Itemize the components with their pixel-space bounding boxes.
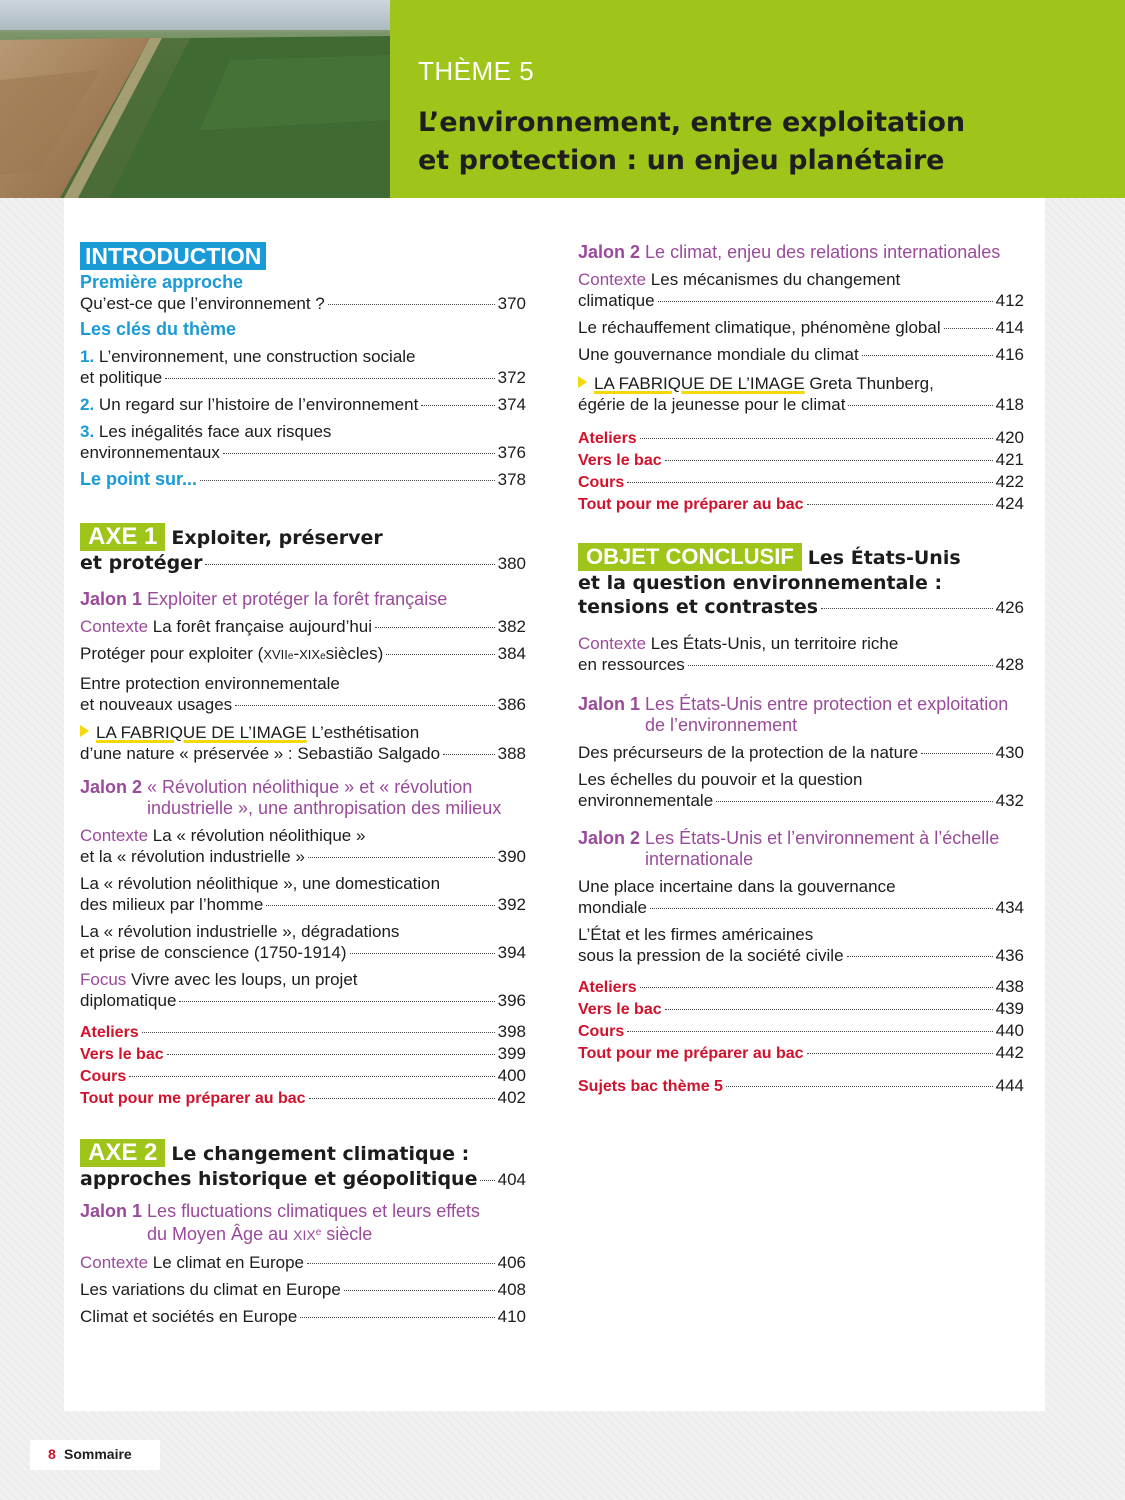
toc-entry[interactable]: Ateliers 420 bbox=[578, 428, 1024, 447]
page-number: 406 bbox=[497, 1253, 526, 1272]
toc-entry[interactable]: La « révolution industrielle », dégradations et prise de conscience (1750-1914) 394 bbox=[80, 922, 526, 962]
page-number: 399 bbox=[497, 1044, 526, 1063]
page-number: 421 bbox=[995, 450, 1024, 469]
jalon-heading[interactable]: Jalon 2 « Révolution néolithique » et « révolution industrielle », une anthropisation des milieux bbox=[80, 777, 502, 818]
toc-entry[interactable]: L’État et les firmes américaines sous la pression de la société civile 436 bbox=[578, 925, 1024, 965]
theme-header bbox=[0, 0, 1125, 198]
contexte-label: Contexte bbox=[80, 617, 149, 636]
contexte-label: Contexte bbox=[578, 634, 647, 653]
page-number: 420 bbox=[995, 428, 1024, 447]
page-number: 434 bbox=[995, 898, 1024, 917]
page-number: 414 bbox=[995, 318, 1024, 337]
introduction-section bbox=[80, 242, 526, 490]
toc-entry[interactable]: Focus Vivre avec les loups, un projet diplomatique 396 bbox=[80, 970, 526, 1010]
page-number: 424 bbox=[995, 494, 1024, 513]
theme-title bbox=[418, 104, 1108, 180]
footer-sommaire-label: Sommaire bbox=[64, 1446, 132, 1462]
cles-du-theme-heading: Les clés du thème bbox=[80, 319, 237, 339]
contents-column-left bbox=[80, 242, 526, 1327]
toc-entry[interactable]: La « révolution néolithique », une domestication des milieux par l’homme 392 bbox=[80, 874, 526, 914]
toc-entry[interactable]: Les variations du climat en Europe 408 bbox=[80, 1280, 526, 1299]
toc-entry[interactable]: Vers le bac 439 bbox=[578, 999, 1024, 1018]
contents-panel bbox=[64, 198, 1045, 1411]
toc-entry[interactable]: Cours 440 bbox=[578, 1021, 1024, 1040]
page-number: 416 bbox=[995, 345, 1024, 364]
page-number: 444 bbox=[995, 1076, 1024, 1095]
page-number: 372 bbox=[497, 368, 526, 387]
page-number: 422 bbox=[995, 472, 1024, 491]
toc-entry[interactable]: Les échelles du pouvoir et la question environnementale 432 bbox=[578, 770, 1024, 810]
toc-entry[interactable]: Tout pour me préparer au bac 442 bbox=[578, 1043, 1024, 1062]
theme-label: THÈME 5 bbox=[418, 56, 535, 86]
page-number: 404 bbox=[497, 1170, 526, 1189]
axe2-tag: AXE 2 bbox=[80, 1139, 165, 1167]
toc-entry[interactable]: Une gouvernance mondiale du climat 416 bbox=[578, 345, 1024, 364]
jalon-heading[interactable]: Jalon 2 Le climat, enjeu des relations internationales bbox=[578, 242, 1001, 262]
page-number: 388 bbox=[497, 744, 526, 763]
premiere-approche-heading: Première approche bbox=[80, 272, 244, 292]
page-number: 370 bbox=[497, 294, 526, 313]
toc-entry[interactable]: 1. L’environnement, une construction sociale et politique 372 bbox=[80, 347, 526, 387]
objet-conclusif-section bbox=[578, 543, 1024, 1097]
toc-entry[interactable]: Tout pour me préparer au bac 402 bbox=[80, 1088, 526, 1107]
toc-entry[interactable]: Qu’est-ce que l’environnement ? 370 bbox=[80, 294, 526, 313]
toc-entry[interactable]: Ateliers 438 bbox=[578, 977, 1024, 996]
toc-entry[interactable]: Contexte La « révolution néolithique » et la « révolution industrielle » 390 bbox=[80, 826, 526, 866]
toc-entry[interactable]: Contexte Le climat en Europe 406 bbox=[80, 1253, 526, 1272]
page-number: 378 bbox=[497, 470, 526, 489]
toc-entry[interactable]: Tout pour me préparer au bac 424 bbox=[578, 494, 1024, 513]
page-number: 400 bbox=[497, 1066, 526, 1085]
toc-entry[interactable]: Contexte La forêt française aujourd’hui 382 bbox=[80, 617, 526, 636]
play-arrow-icon bbox=[578, 376, 587, 388]
header-photo-forest-deforestation bbox=[0, 0, 390, 198]
axe2-heading[interactable]: AXE 2 Le changement climatique : approches historique et géopolitique 404 bbox=[80, 1139, 526, 1190]
page-number: 376 bbox=[497, 443, 526, 462]
forest-aerial-illustration bbox=[0, 0, 390, 198]
play-arrow-icon bbox=[80, 725, 89, 737]
page-number: 392 bbox=[497, 895, 526, 914]
toc-entry[interactable]: Contexte Les mécanismes du changement climatique 412 bbox=[578, 270, 1024, 310]
axe1-tag: AXE 1 bbox=[80, 523, 165, 551]
page-number: 438 bbox=[995, 977, 1024, 996]
axe2-section bbox=[80, 1139, 526, 1327]
toc-entry[interactable]: 3. Les inégalités face aux risques environnementaux 376 bbox=[80, 422, 526, 462]
page-number: 428 bbox=[995, 655, 1024, 674]
jalon-heading[interactable]: Jalon 1 Les États-Unis entre protection et exploitation de l’environnement bbox=[578, 694, 1009, 735]
header-green-band bbox=[390, 0, 1125, 198]
theme-title-line: et protection : un enjeu planétaire bbox=[418, 145, 945, 176]
page-number: 396 bbox=[497, 991, 526, 1010]
toc-entry[interactable]: Des précurseurs de la protection de la nature 430 bbox=[578, 743, 1024, 762]
toc-entry[interactable]: Le réchauffement climatique, phénomène global 414 bbox=[578, 318, 1024, 337]
page-number: 432 bbox=[995, 791, 1024, 810]
page-number: 382 bbox=[497, 617, 526, 636]
page-number: 374 bbox=[497, 395, 526, 414]
page-number: 412 bbox=[995, 291, 1024, 310]
objet-conclusif-heading[interactable]: OBJET CONCLUSIF Les États-Unis et la question environnementale : tensions et contrastes 426 bbox=[578, 544, 1024, 618]
toc-entry[interactable]: Contexte Les États-Unis, un territoire riche en ressources 428 bbox=[578, 634, 1024, 674]
focus-label: Focus bbox=[80, 970, 127, 989]
toc-entry[interactable]: Le point sur... 378 bbox=[80, 469, 526, 489]
page-number: 408 bbox=[497, 1280, 526, 1299]
toc-entry[interactable]: Une place incertaine dans la gouvernance mondiale 434 bbox=[578, 877, 1024, 917]
page-number: 390 bbox=[497, 847, 526, 866]
toc-entry[interactable]: Cours 422 bbox=[578, 472, 1024, 491]
theme-title-line: L’environnement, entre exploitation bbox=[418, 107, 966, 138]
jalon-heading[interactable]: Jalon 1 Exploiter et protéger la forêt française bbox=[80, 589, 448, 609]
toc-entry[interactable]: Cours 400 bbox=[80, 1066, 526, 1085]
page-number: 442 bbox=[995, 1043, 1024, 1062]
page-number: 439 bbox=[995, 999, 1024, 1018]
toc-entry[interactable]: Vers le bac 421 bbox=[578, 450, 1024, 469]
objet-tools-list bbox=[578, 976, 1024, 1064]
axe1-tools-list bbox=[80, 1021, 526, 1109]
toc-entry-fabrique-image[interactable]: LA FABRIQUE DE L’IMAGE L’esthétisation d’une nature « préservée » : Sebastião Salgado 388 bbox=[80, 723, 526, 763]
toc-entry[interactable]: Ateliers 398 bbox=[80, 1022, 526, 1041]
axe1-section bbox=[80, 523, 526, 1109]
contexte-label: Contexte bbox=[578, 270, 647, 289]
footer-page-number: 8 bbox=[48, 1446, 56, 1462]
axe2-tools-list bbox=[578, 427, 1024, 515]
jalon-heading[interactable]: Jalon 2 Les États-Unis et l’environnement à l’échelle internationale bbox=[578, 828, 1000, 869]
toc-entry[interactable]: Protéger pour exploiter ( XVII e - XIX e siècles) 384 bbox=[80, 644, 526, 663]
page-number: 402 bbox=[497, 1088, 526, 1107]
page-number: 384 bbox=[497, 644, 526, 663]
page-number: 394 bbox=[497, 943, 526, 962]
page-number: 380 bbox=[497, 554, 526, 573]
page-number: 430 bbox=[995, 743, 1024, 762]
toc-entry[interactable]: Vers le bac 399 bbox=[80, 1044, 526, 1063]
page-number: 440 bbox=[995, 1021, 1024, 1040]
page-number: 410 bbox=[497, 1307, 526, 1326]
contexte-label: Contexte bbox=[80, 1253, 149, 1272]
contexte-label: Contexte bbox=[80, 826, 149, 845]
page-number: 426 bbox=[995, 598, 1024, 617]
toc-entry-fabrique-image[interactable]: LA FABRIQUE DE L’IMAGE Greta Thunberg, égérie de la jeunesse pour le climat 418 bbox=[578, 374, 1024, 414]
page-number: 418 bbox=[995, 395, 1024, 414]
introduction-tag: INTRODUCTION bbox=[80, 242, 266, 270]
page-number: 436 bbox=[995, 946, 1024, 965]
objet-conclusif-tag: OBJET CONCLUSIF bbox=[578, 543, 802, 571]
toc-entry[interactable]: Climat et sociétés en Europe 410 bbox=[80, 1307, 526, 1326]
toc-entry[interactable]: 2. Un regard sur l’histoire de l’environnement 374 bbox=[80, 395, 526, 414]
jalon-heading[interactable]: Jalon 1 Les fluctuations climatiques et leurs effets du Moyen Âge au XIXe siècle bbox=[80, 1201, 480, 1244]
axe1-heading[interactable]: AXE 1 Exploiter, préserver et protéger 380 bbox=[80, 523, 526, 574]
page-number: 386 bbox=[497, 695, 526, 714]
toc-entry-sujets-bac[interactable]: Sujets bac thème 5 444 bbox=[578, 1076, 1024, 1095]
page-footer bbox=[30, 1440, 160, 1470]
toc-entry[interactable]: Entre protection environnementale et nouveaux usages 386 bbox=[80, 674, 526, 714]
page-number: 398 bbox=[497, 1022, 526, 1041]
contents-column-right bbox=[578, 242, 1024, 1097]
